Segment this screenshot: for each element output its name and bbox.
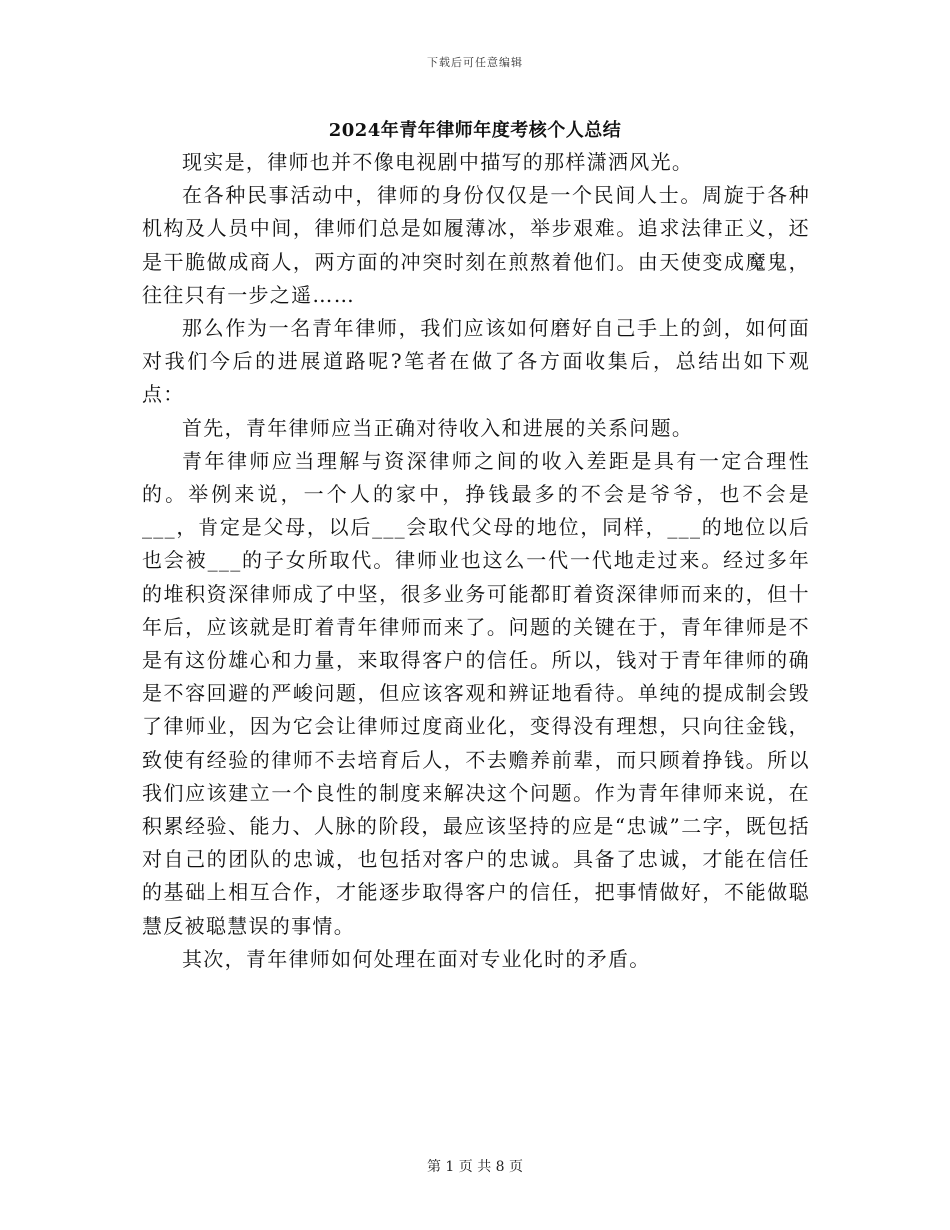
page-number-footer: 第 1 页 共 8 页	[426, 1159, 524, 1175]
paragraph: 首先，青年律师应当正确对待收入和进展的关系问题。	[182, 415, 694, 440]
header-note: 下载后可任意编辑	[427, 56, 523, 69]
document-body	[142, 146, 810, 976]
paragraph: 青年律师应当理解与资深律师之间的收入差距是具有一定合理性的。举例来说，一个人的家中，挣钱最多的不会是爷爷，也不会是___，肯定是父母，以后___会取代父母的地位，同样，___的地位以后也会被___的子女所取代。律师业也这么一代一代地走过来。经过多年的堆积资深律师成了中坚，很多业务可能都盯着资深律师而来的，但十年后，应该就是盯着青年律师而来了。问题的关键在于，青年律师是不是有这份雄心和力量，来取得客户的信任。所以，钱对于青年律师的确是不容回避的严峻问题，但应该客观和辨证地看待。单纯的提成制会毁了律师业，因为它会让律师过度商业化，变得没有理想，只向往金钱，致使有经验的律师不去培育后人，不去赡养前辈，而只顾着挣钱。所以我们应该建立一个良性的制度来解决这个问题。作为青年律师来说，在积累经验、能力、人脉的阶段，最应该坚持的应是“忠诚”二字，既包括对自己的团队的忠诚，也包括对客户的忠诚。具备了忠诚，才能在信任的基础上相互合作，才能逐步取得客户的信任，把事情做好，不能做聪慧反被聪慧误的事情。	[142, 448, 810, 938]
paragraph: 其次，青年律师如何处理在面对专业化时的矛盾。	[182, 946, 651, 971]
document-title: 2024年青年律师年度考核个人总结	[328, 120, 622, 141]
paragraph: 现实是，律师也并不像电视剧中描写的那样潇洒风光。	[182, 150, 694, 174]
paragraph: 在各种民事活动中，律师的身份仅仅是一个民间人士。周旋于各种机构及人员中间，律师们总是如履薄冰，举步艰难。追求法律正义，还是干脆做成商人，两方面的冲突时刻在煎熬着他们。由天使变成魔鬼，往往只有一步之遥……	[142, 183, 810, 307]
paragraph: 那么作为一名青年律师，我们应该如何磨好自己手上的剑，如何面对我们今后的进展道路呢?笔者在做了各方面收集后，总结出如下观点：	[142, 316, 810, 407]
